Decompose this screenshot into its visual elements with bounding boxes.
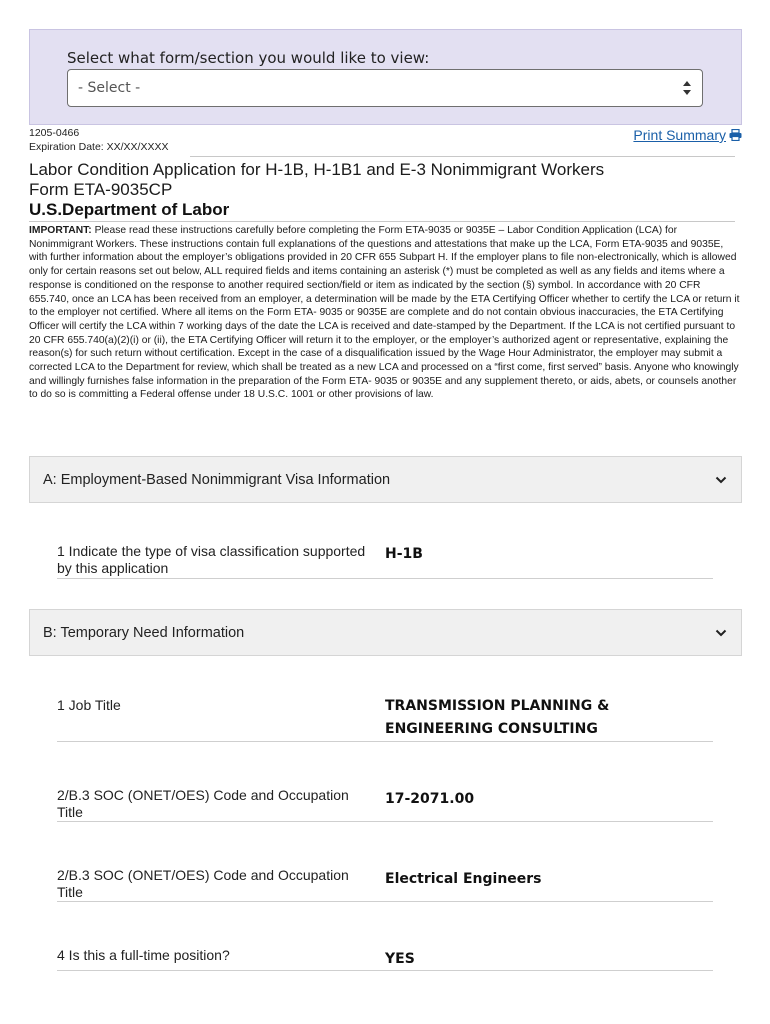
chevron-down-icon xyxy=(715,476,727,484)
page-title: Labor Condition Application for H-1B, H-1B1 and E-3 Nonimmigrant Workers xyxy=(29,160,605,179)
field-label: 4 Is this a full-time position? xyxy=(57,947,230,963)
field-row-soc-code xyxy=(57,787,713,822)
field-label: 1 Job Title xyxy=(57,697,121,713)
field-label: 1 Indicate the type of visa classification supported by this application xyxy=(57,543,366,576)
printer-icon xyxy=(729,129,742,141)
section-b-header[interactable] xyxy=(29,609,742,656)
field-value: TRANSMISSION PLANNING & ENGINEERING CONSULTING xyxy=(385,698,610,737)
form-section-selector-panel xyxy=(29,29,742,125)
expiration-date: Expiration Date: XX/XX/XXXX xyxy=(29,141,169,153)
field-row-visa-classification xyxy=(57,543,713,579)
field-value: YES xyxy=(385,951,415,967)
important-label: IMPORTANT: xyxy=(29,225,92,236)
title-divider xyxy=(29,221,735,222)
field-row-job-title xyxy=(57,697,713,742)
selector-label: Select what form/section you would like to view: xyxy=(67,49,430,67)
field-row-soc-title xyxy=(57,867,713,902)
omb-number: 1205-0466 xyxy=(29,127,80,139)
field-value: H-1B xyxy=(385,546,423,562)
sort-arrows-icon xyxy=(683,78,691,98)
form-id: Form ETA-9035CP xyxy=(29,180,173,199)
print-summary-label: Print Summary xyxy=(633,127,726,143)
form-section-select[interactable] xyxy=(67,69,703,107)
section-a-title: A: Employment-Based Nonimmigrant Visa Information xyxy=(43,471,391,488)
section-a-header[interactable] xyxy=(29,456,742,503)
header-divider xyxy=(190,156,735,157)
select-value: - Select - xyxy=(78,80,141,96)
field-row-full-time xyxy=(57,947,713,971)
chevron-down-icon xyxy=(715,629,727,637)
important-text: Please read these instructions carefully before completing the Form ETA-9035 or 9035E – Labor Condition Application (LCA) for Nonimmigrant Workers. These instructions contain full explanations of the questions and attestations that make up the LCA, Form ETA-9035 and 9035E, with further information about the employer’s obligations provided in 20 CFR 655 Subpart H. If the employer plans to file non-electronically, which is allowed only for certain reasons set out below, ALL required fields and items containing an asterisk (*) must be completed as well as any fields and items where a response is conditioned on the response to another required section/field or item as indicated by the section (§) symbol. In accordance with 20 CFR 655.740, once an LCA has been received from an employer, a determination will be made by the ETA Certifying Officer whether to certify the LCA or return it to the employer not certified. Where all items on the Form ETA- 9035 or 9035E are complete and do not contain obvious inaccuracies, the ETA Certifying Officer will certify the LCA within 7 working days of the date the LCA is received and date-stamped by the Department. If the LCA is not certified pursuant to 20 CFR 655.740(a)(2)(i) or (ii), the ETA Certifying Officer will return it to the employer, or the employer’s authorized agent or representative, explaining the reason(s) for such return without certification. Except in the case of a disqualification issued by the Wage Hour Administrator, the employer may submit a corrected LCA to the Department for review, which shall be treated as a new LCA and processed on a “first come, first served” basis. Anyone who knowingly and willingly furnishes false information in the preparation of the Form ETA- 9035 or 9035E and any supplement thereto, or aids, abets, or counsels another to do so is committing a Federal offense under 18 U.S.C. 1001 or other provisions of law. xyxy=(29,225,740,401)
field-label: 2/B.3 SOC (ONET/OES) Code and Occupation Title xyxy=(57,787,349,820)
print-summary-link[interactable] xyxy=(633,127,742,143)
field-value: Electrical Engineers xyxy=(385,871,542,887)
section-b-title: B: Temporary Need Information xyxy=(43,624,245,641)
field-value: 17-2071.00 xyxy=(385,791,475,807)
important-notice xyxy=(29,224,740,402)
field-label: 2/B.3 SOC (ONET/OES) Code and Occupation Title xyxy=(57,867,349,900)
agency-name: U.S.Department of Labor xyxy=(29,200,230,219)
